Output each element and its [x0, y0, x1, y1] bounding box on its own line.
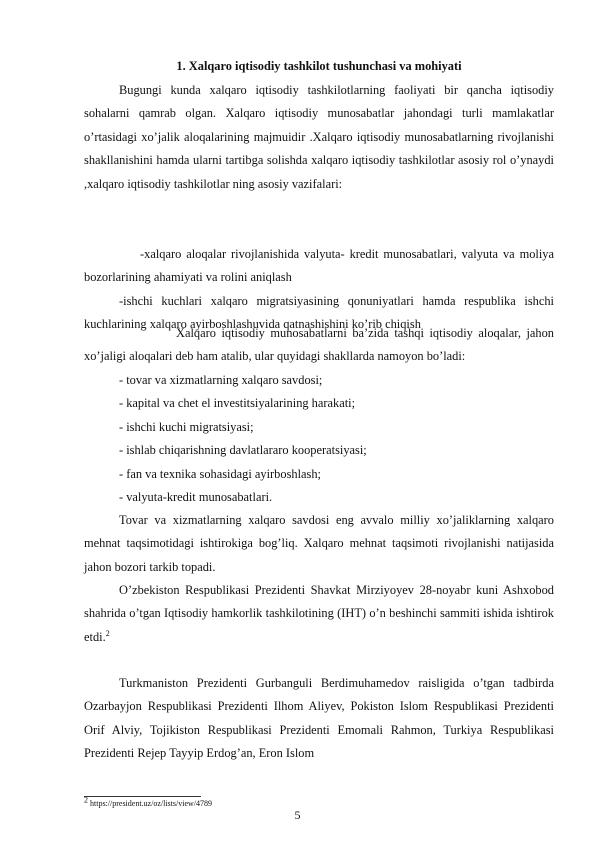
list-item: - fan va texnika sohasidagi ayirboshlash;	[119, 466, 321, 481]
paragraph-forms: Xalqaro iqtisodiy munosabatlarni ba’zida tashqi iqtisodiy aloqalar, jahon xo’jaligi aloqalari deb ham atalib, ular quyidagi shakllarda namoyon bo’ladi:	[84, 326, 554, 364]
paragraph-task-migration: -ishchi kuchlari xalqaro migratsiyasining qonuniyatlari hamda respublika ishchi kuchlarining xalqaro ayirboshlashuvida qatnashishini ko’rib chiqish	[84, 294, 554, 332]
list-item: - kapital va chet el investitsiyalarining harakati;	[119, 396, 356, 411]
footnote-divider	[84, 796, 201, 797]
footnote-number: 2	[84, 795, 88, 805]
footnote-reference: 2	[105, 628, 110, 638]
list-item: - ishlab chiqarishning davlatlararo kooperatsiyasi;	[119, 443, 367, 458]
list-item: - tovar va xizmatlarning xalqaro savdosi;	[119, 373, 323, 387]
paragraph-intro: Bugungi kunda xalqaro iqtisodiy tashkilotlarning faoliyati bir qancha iqtisodiy sohalarni qamrab olgan. Xalqaro iqtisodiy munosabatlar jahondagi turli mamlakatlar o’rtasidagi xo’jalik aloqalarining majmuidir .Xalqaro iqtisodiy munosabatlarning rivojlanishi shakllanishini hamda ularni tartibga solishda xalqaro iqtisodiy tashkilotlar asosiy rol o’ynaydi ,xalqaro iqtisodiy tashkilotlar ning asosiy vazifalari:	[84, 83, 554, 191]
page-number: 5	[294, 808, 301, 822]
summit-text: O’zbekiston Respublikasi Prezidenti Shavkat Mirziyoyev 28-noyabr kuni Ashxobod shahrida o’tgan Iqtisodiy hamkorlik tashkilotining (IHT) o’n beshinchi sammiti ishida ishtirok etdi.	[84, 583, 554, 644]
paragraph-trade: Tovar va xizmatlarning xalqaro savdosi eng avvalo milliy xo’jaliklarning xalqaro mehnat taqsimotidagi ishtirokiga bog’liq. Xalqaro mehnat taqsimoti rivojlanishi natijasida jahon bozori tarkib topadi.	[84, 513, 554, 574]
paragraph-participants: Turkmaniston Prezidenti Gurbanguli Berdimuhamedov raisligida o’tgan tadbirda Ozarbayjon Respublikasi Prezidenti Ilhom Aliyev, Pokiston Islom Respublikasi Prezidenti Orif Alviy, Tojikiston Respublikasi Prezidenti Emomali Rahmon, Turkiya Respublikasi Prezidenti Rejep Tayyip Erdog’an, Eron Islom	[84, 676, 554, 761]
paragraph-task-currency: -xalqaro aloqalar rivojlanishida valyuta- kredit munosabatlari, valyuta va moliya bozorlarining ahamiyati va rolini aniqlash	[84, 247, 554, 285]
paragraph-summit	[84, 579, 554, 649]
footnote-link[interactable]: https://president.uz/oz/lists/view/4789	[88, 799, 212, 808]
section-title: 1. Xalqaro iqtisodiy tashkilot tushunchasi va mohiyati	[176, 59, 462, 73]
list-item: - valyuta-kredit munosabatlari.	[119, 490, 273, 505]
forms-list	[84, 369, 554, 509]
list-item: - ishchi kuchi migratsiyasi;	[119, 419, 254, 434]
